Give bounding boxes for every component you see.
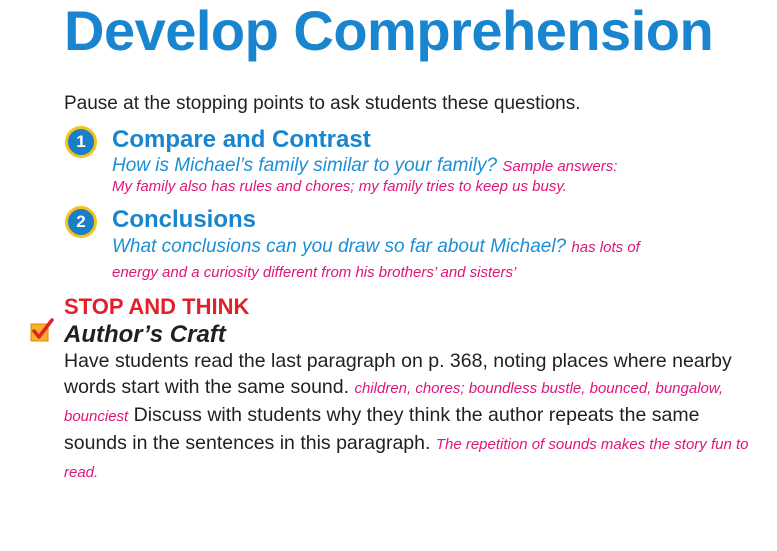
question-heading: Conclusions <box>112 206 257 233</box>
intro-text: Pause at the stopping points to ask students these questions. <box>64 93 581 114</box>
body-text: Discuss with students why they think the author repeats the same sounds in the sentences in this paragraph. <box>64 404 700 454</box>
body-text: Have students read the last paragraph on p. 368, noting places where nearby words start with the same sound. <box>64 350 732 398</box>
question-prompt: What conclusions can you draw so far about Michael? <box>112 236 567 257</box>
question-prompt: How is Michael’s family similar to your family? <box>112 155 498 176</box>
answer-start: has lots of <box>571 239 640 256</box>
question-number-badge: 1 <box>65 126 97 158</box>
body-answer: The repetition of sounds makes the story fun to read. <box>64 436 749 481</box>
question-heading: Compare and Contrast <box>112 126 371 153</box>
question-text <box>112 236 640 258</box>
checkmark-icon <box>30 318 54 342</box>
stop-and-think-heading: STOP AND THINK <box>64 294 250 319</box>
body-answer: children, chores; boundless bustle, bounced, bungalow, bounciest <box>64 380 724 425</box>
question-number-badge: 2 <box>65 206 97 238</box>
stop-and-think-body <box>64 348 754 486</box>
page-title: Develop Comprehension <box>64 0 714 62</box>
answer-text: My family also has rules and chores; my family tries to keep us busy. <box>112 178 567 195</box>
answer-start: Sample answers: <box>502 158 618 175</box>
answer-text: energy and a curiosity different from his brothers’ and sisters’ <box>112 264 517 281</box>
authors-craft-heading: Author’s Craft <box>64 321 226 348</box>
question-text <box>112 155 617 177</box>
